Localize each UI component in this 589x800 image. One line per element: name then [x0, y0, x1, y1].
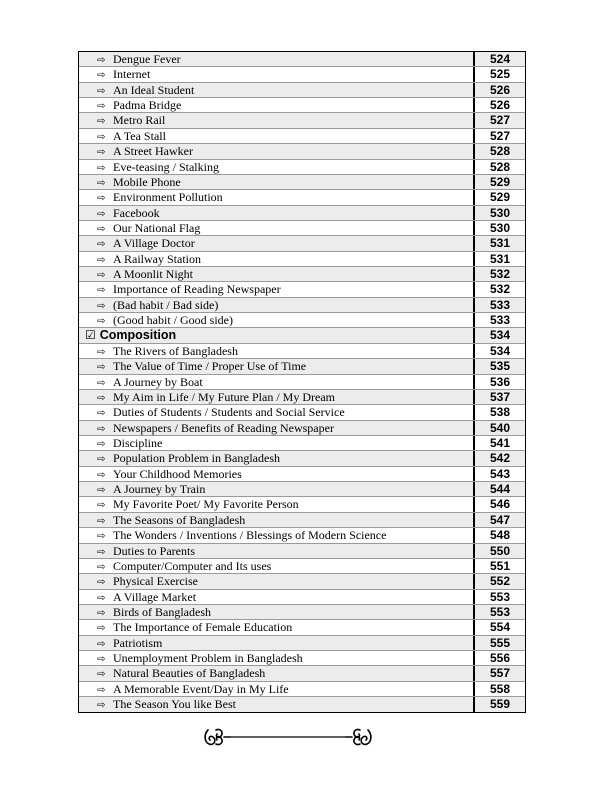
toc-entry-row [79, 359, 525, 374]
page-number: 532 [474, 267, 525, 281]
arrow-right-icon: ⇨ [97, 623, 106, 635]
entry-title: Eve-teasing / Stalking [113, 159, 219, 174]
arrow-right-icon: ⇨ [97, 592, 106, 604]
entry-title: Physical Exercise [113, 574, 198, 589]
toc-entry-row [79, 497, 525, 512]
page-number: 527 [474, 129, 525, 143]
page-number: 547 [474, 513, 525, 527]
toc-entry-row [79, 252, 525, 267]
arrow-right-icon: ⇨ [97, 147, 106, 159]
page-number: 552 [474, 574, 525, 588]
entry-title-cell [79, 98, 474, 112]
toc-entry-row [79, 129, 525, 144]
arrow-right-icon: ⇨ [97, 485, 106, 497]
toc-entry-row [79, 52, 525, 67]
entry-title-cell [79, 436, 474, 450]
entry-title: A Village Market [113, 589, 197, 604]
arrow-right-icon: ⇨ [97, 531, 106, 543]
toc-entry-row [79, 144, 525, 159]
page-number: 546 [474, 497, 525, 511]
page-number: 530 [474, 206, 525, 220]
toc-entry-row [79, 528, 525, 543]
entry-title: Discipline [113, 435, 163, 450]
arrow-right-icon: ⇨ [97, 438, 106, 450]
page-number: 559 [474, 697, 525, 712]
arrow-right-icon: ⇨ [97, 346, 106, 358]
arrow-right-icon: ⇨ [97, 700, 106, 712]
page-number: 542 [474, 451, 525, 465]
entry-title-cell [79, 620, 474, 634]
entry-title-cell [79, 528, 474, 542]
entry-title-cell [79, 113, 474, 127]
toc-entry-row [79, 267, 525, 282]
entry-title-cell [79, 252, 474, 266]
entry-title: Computer/Computer and Its uses [113, 558, 272, 573]
entry-title-cell [79, 282, 474, 296]
entry-title-cell [79, 190, 474, 204]
toc-entry-row [79, 282, 525, 297]
page-number: 557 [474, 666, 525, 680]
toc-entry-row [79, 298, 525, 313]
table-of-contents [78, 51, 526, 713]
page-number: 548 [474, 528, 525, 542]
page-number: 529 [474, 175, 525, 189]
entry-title-cell [79, 313, 474, 327]
entry-title: Mobile Phone [113, 174, 181, 189]
toc-entry-row [79, 313, 525, 328]
page-number: 530 [474, 221, 525, 235]
entry-title-cell [79, 67, 474, 81]
toc-entry-row [79, 221, 525, 236]
entry-title-cell [79, 497, 474, 511]
toc-entry-row [79, 436, 525, 451]
toc-entry-row [79, 467, 525, 482]
toc-entry-row [79, 344, 525, 359]
entry-title-cell [79, 390, 474, 404]
entry-title: A Tea Stall [113, 128, 166, 143]
toc-entry-row [79, 620, 525, 635]
page-number: 527 [474, 113, 525, 127]
toc-entry-row [79, 206, 525, 221]
entry-title-cell [79, 359, 474, 373]
page-number: 534 [474, 344, 525, 358]
toc-entry-row [79, 390, 525, 405]
entry-title-cell [79, 636, 474, 650]
entry-title: My Favorite Poet/ My Favorite Person [113, 497, 299, 512]
entry-title: A Moonlit Night [113, 267, 194, 282]
entry-title-cell [79, 697, 474, 712]
page-number: 553 [474, 605, 525, 619]
entry-title: Our National Flag [113, 220, 201, 235]
entry-title-cell [79, 344, 474, 358]
entry-title: A Memorable Event/Day in My Life [113, 681, 289, 696]
arrow-right-icon: ⇨ [97, 515, 106, 527]
toc-entry-row [79, 160, 525, 175]
entry-title: Natural Beauties of Bangladesh [113, 666, 266, 681]
checked-box-icon: ☑ [85, 328, 96, 343]
page-number: 526 [474, 83, 525, 97]
entry-title: Duties of Students / Students and Social Service [113, 405, 345, 420]
entry-title-cell [79, 666, 474, 680]
toc-entry-row [79, 574, 525, 589]
arrow-right-icon: ⇨ [97, 208, 106, 220]
entry-title: (Good habit / Good side) [113, 313, 233, 328]
toc-entry-row [79, 666, 525, 681]
page-number: 535 [474, 359, 525, 373]
page-number: 551 [474, 559, 525, 573]
entry-title: Padma Bridge [113, 98, 182, 113]
entry-title-cell [79, 451, 474, 465]
page-number: 532 [474, 282, 525, 296]
arrow-right-icon: ⇨ [97, 561, 106, 573]
entry-title-cell [79, 559, 474, 573]
page-number: 550 [474, 544, 525, 558]
toc-entry-row [79, 513, 525, 528]
toc-entry-row [79, 236, 525, 251]
arrow-right-icon: ⇨ [97, 55, 106, 66]
arrow-right-icon: ⇨ [97, 377, 106, 389]
toc-entry-row [79, 697, 525, 712]
entry-title: The Rivers of Bangladesh [113, 343, 238, 358]
entry-title-cell [79, 221, 474, 235]
toc-entry-row [79, 605, 525, 620]
section-heading-row [79, 328, 525, 343]
page-number: 524 [474, 52, 525, 66]
arrow-right-icon: ⇨ [97, 500, 106, 512]
arrow-right-icon: ⇨ [97, 362, 106, 374]
toc-entry-row [79, 175, 525, 190]
arrow-right-icon: ⇨ [97, 392, 106, 404]
entry-title-cell [79, 513, 474, 527]
entry-title: Birds of Bangladesh [113, 604, 211, 619]
entry-title: Facebook [113, 205, 160, 220]
arrow-right-icon: ⇨ [97, 669, 106, 681]
arrow-right-icon: ⇨ [97, 638, 106, 650]
arrow-right-icon: ⇨ [97, 684, 106, 696]
arrow-right-icon: ⇨ [97, 270, 106, 282]
entry-title-cell [79, 52, 474, 66]
toc-entry-row [79, 375, 525, 390]
entry-title-cell [79, 129, 474, 143]
entry-title-cell [79, 467, 474, 481]
toc-entry-row [79, 682, 525, 697]
toc-entry-row [79, 651, 525, 666]
arrow-right-icon: ⇨ [97, 300, 106, 312]
arrow-right-icon: ⇨ [97, 131, 106, 143]
arrow-right-icon: ⇨ [97, 607, 106, 619]
arrow-right-icon: ⇨ [97, 70, 106, 82]
entry-title-cell [79, 574, 474, 588]
entry-title-cell [79, 590, 474, 604]
page-number: 554 [474, 620, 525, 634]
page-number: 541 [474, 436, 525, 450]
entry-title: The Value of Time / Proper Use of Time [113, 359, 307, 374]
entry-title: Population Problem in Bangladesh [113, 451, 280, 466]
page-number: 544 [474, 482, 525, 496]
toc-entry-row [79, 636, 525, 651]
entry-title: Environment Pollution [113, 190, 223, 205]
entry-title: Dengue Fever [113, 52, 181, 66]
toc-entry-row [79, 98, 525, 113]
arrow-right-icon: ⇨ [97, 254, 106, 266]
page-number: 543 [474, 467, 525, 481]
entry-title-cell [79, 651, 474, 665]
entry-title: The Importance of Female Education [113, 620, 293, 635]
page-number: 538 [474, 405, 525, 419]
arrow-right-icon: ⇨ [97, 193, 106, 205]
arrow-right-icon: ⇨ [97, 285, 106, 297]
entry-title-cell [79, 160, 474, 174]
arrow-right-icon: ⇨ [97, 469, 106, 481]
entry-title-cell [79, 298, 474, 312]
arrow-right-icon: ⇨ [97, 239, 106, 251]
entry-title-cell [79, 328, 474, 342]
arrow-right-icon: ⇨ [97, 101, 106, 113]
toc-entry-row [79, 451, 525, 466]
page-number: 531 [474, 252, 525, 266]
page-number: 529 [474, 190, 525, 204]
entry-title-cell [79, 421, 474, 435]
page-number: 536 [474, 375, 525, 389]
entry-title: The Seasons of Bangladesh [113, 512, 246, 527]
arrow-right-icon: ⇨ [97, 316, 106, 328]
toc-entry-row [79, 559, 525, 574]
arrow-right-icon: ⇨ [97, 546, 106, 558]
arrow-right-icon: ⇨ [97, 223, 106, 235]
arrow-right-icon: ⇨ [97, 408, 106, 420]
toc-entry-row [79, 113, 525, 128]
toc-entry-row [79, 590, 525, 605]
toc-entry-row [79, 405, 525, 420]
toc-entry-row [79, 421, 525, 436]
arrow-right-icon: ⇨ [97, 85, 106, 97]
arrow-right-icon: ⇨ [97, 162, 106, 174]
entry-title-cell [79, 175, 474, 189]
page-number: 531 [474, 236, 525, 250]
page-number: 540 [474, 421, 525, 435]
arrow-right-icon: ⇨ [97, 654, 106, 666]
toc-entry-row [79, 482, 525, 497]
page-number: 553 [474, 590, 525, 604]
entry-title: My Aim in Life / My Future Plan / My Dream [113, 389, 335, 404]
entry-title-cell [79, 405, 474, 419]
entry-title-cell [79, 544, 474, 558]
entry-title: Internet [113, 67, 151, 82]
page-number: 528 [474, 160, 525, 174]
arrow-right-icon: ⇨ [97, 454, 106, 466]
entry-title-cell [79, 267, 474, 281]
entry-title-cell [79, 206, 474, 220]
entry-title: The Wonders / Inventions / Blessings of Modern Science [113, 528, 387, 543]
toc-entry-row [79, 67, 525, 82]
section-title: Composition [99, 328, 177, 343]
page-number: 533 [474, 313, 525, 327]
toc-entry-row [79, 190, 525, 205]
entry-title-cell [79, 482, 474, 496]
page-number: 528 [474, 144, 525, 158]
arrow-right-icon: ⇨ [97, 116, 106, 128]
entry-title-cell [79, 375, 474, 389]
entry-title: Importance of Reading Newspaper [113, 282, 281, 297]
entry-title-cell [79, 236, 474, 250]
entry-title: Unemployment Problem in Bangladesh [113, 651, 303, 666]
page-number: 556 [474, 651, 525, 665]
entry-title: Duties to Parents [113, 543, 195, 558]
page-number: 533 [474, 298, 525, 312]
entry-title: A Street Hawker [113, 144, 193, 159]
entry-title: Patriotism [113, 635, 163, 650]
entry-title: Newspapers / Benefits of Reading Newspaper [113, 420, 334, 435]
page-number: 534 [474, 328, 525, 342]
entry-title-cell [79, 605, 474, 619]
toc-entry-row [79, 544, 525, 559]
page-number: 537 [474, 390, 525, 404]
arrow-right-icon: ⇨ [97, 177, 106, 189]
ornament-divider-icon [204, 724, 372, 750]
page-number: 525 [474, 67, 525, 81]
entry-title: A Journey by Train [113, 482, 206, 497]
entry-title: A Journey by Boat [113, 374, 203, 389]
arrow-right-icon: ⇨ [97, 423, 106, 435]
entry-title-cell [79, 682, 474, 696]
entry-title: An Ideal Student [113, 82, 195, 97]
entry-title: (Bad habit / Bad side) [113, 297, 219, 312]
entry-title: Metro Rail [113, 113, 166, 128]
entry-title-cell [79, 144, 474, 158]
page-number: 558 [474, 682, 525, 696]
entry-title-cell [79, 83, 474, 97]
arrow-right-icon: ⇨ [97, 577, 106, 589]
page-number: 555 [474, 636, 525, 650]
entry-title: A Village Doctor [113, 236, 195, 251]
entry-title: Your Childhood Memories [113, 466, 242, 481]
entry-title: A Railway Station [113, 251, 201, 266]
page-number: 526 [474, 98, 525, 112]
entry-title: The Season You like Best [113, 697, 236, 712]
toc-entry-row [79, 83, 525, 98]
